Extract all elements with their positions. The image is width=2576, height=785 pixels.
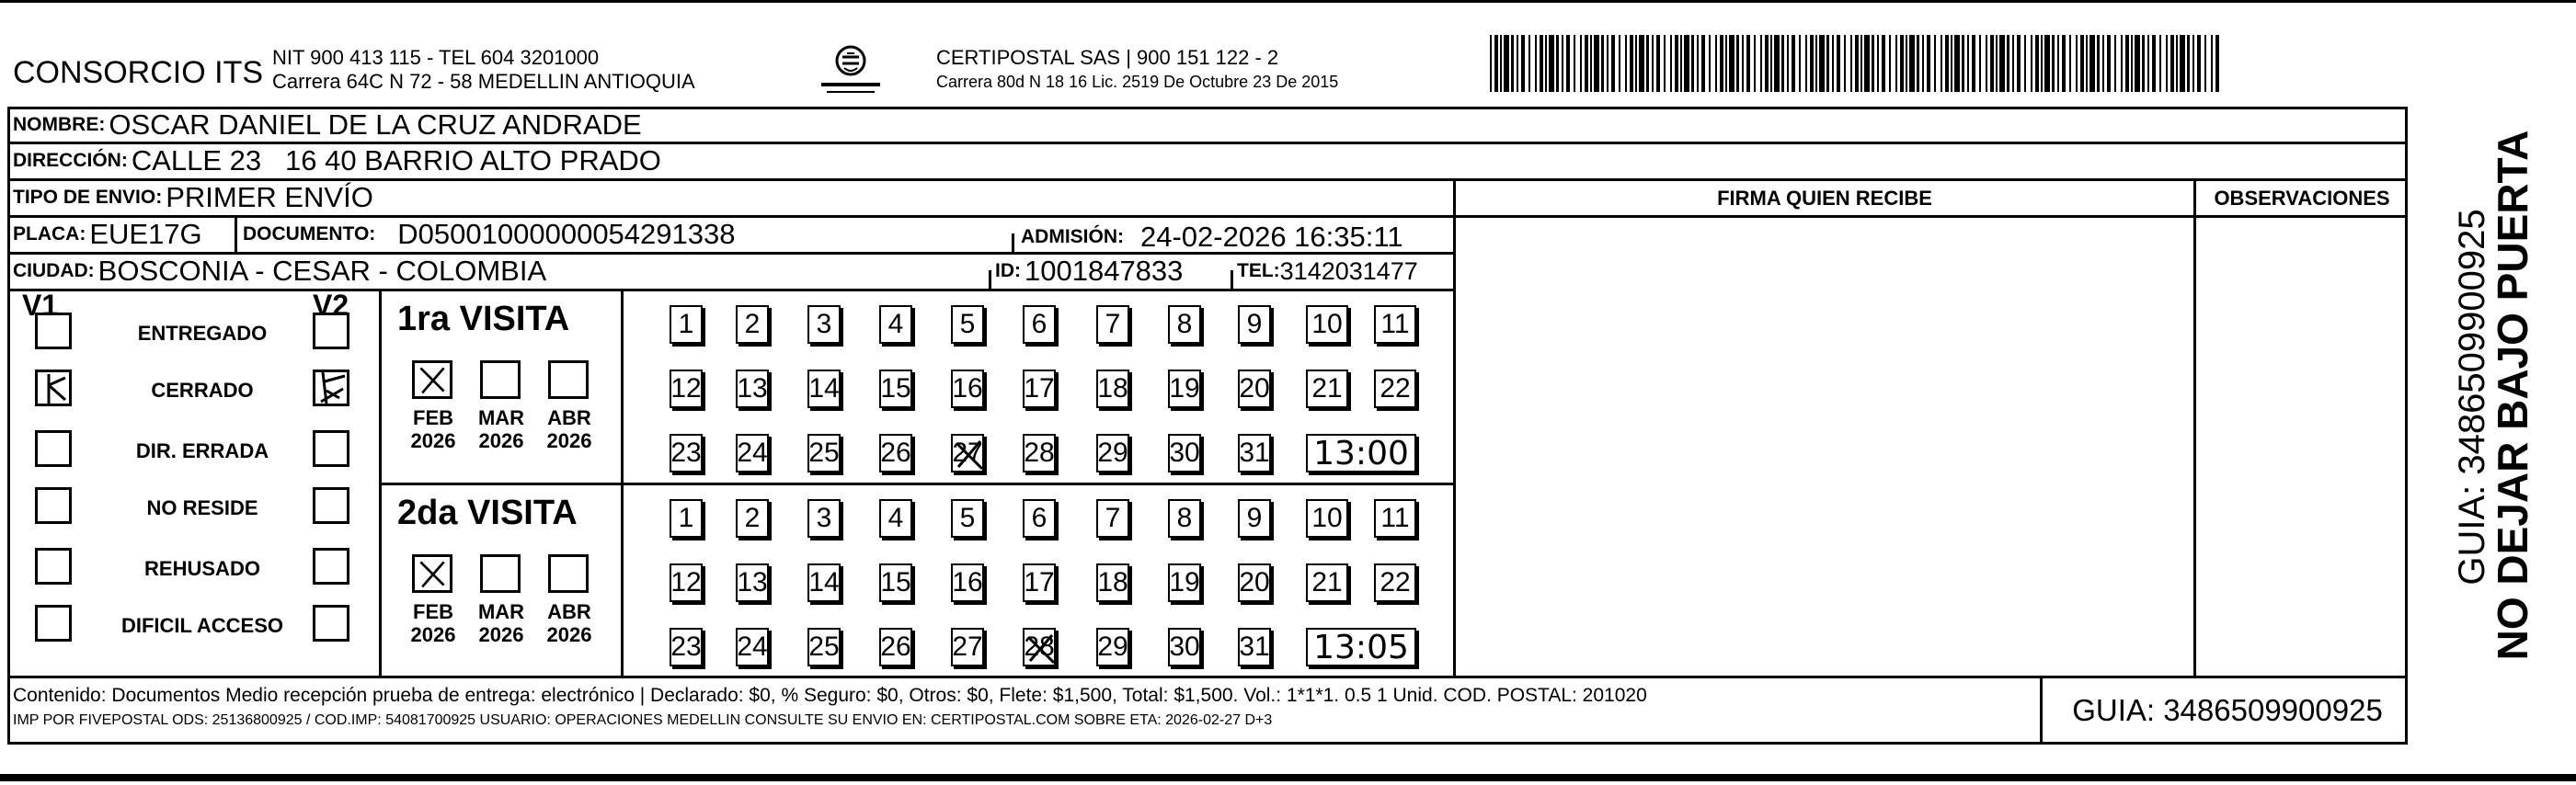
status-v1-checkbox-checked[interactable]: [35, 370, 72, 406]
day-box[interactable]: [1168, 628, 1201, 666]
day-box[interactable]: [951, 628, 984, 666]
day-number: 14: [808, 373, 840, 404]
day-box[interactable]: [1238, 628, 1271, 666]
direccion-value: CALLE 23 16 40 BARRIO ALTO PRADO: [131, 144, 661, 176]
day-number: 10: [1311, 309, 1343, 339]
status-column-divider: [379, 289, 382, 677]
day-box[interactable]: [670, 628, 703, 666]
day-box[interactable]: [1168, 434, 1201, 472]
day-box[interactable]: [1306, 370, 1348, 408]
day-box[interactable]: [1168, 499, 1201, 538]
day-number: 3: [816, 309, 832, 339]
day-box[interactable]: [1374, 370, 1416, 408]
top-edge-line: [0, 0, 2576, 3]
day-box[interactable]: [807, 499, 841, 538]
month-checkbox[interactable]: [480, 360, 521, 399]
footer-content-line: Contenido: Documentos Medio recepción prueba de entrega: electrónico | Declarado: $0, % Seguro: $0, Otros: $0, Flete: $1,500, Total: $1,500. Vol.: 1*1*1. 0.5 1 Unid. COD. POSTAL: 201020: [13, 685, 1647, 706]
status-label: ENTREGADO: [137, 322, 268, 345]
month-checkbox[interactable]: [480, 554, 521, 593]
day-number: 28: [1024, 631, 1055, 662]
month-label: FEB 2026: [410, 406, 456, 453]
day-number: 8: [1176, 503, 1193, 533]
ciudad-label: CIUDAD:: [13, 260, 95, 281]
day-number: 27: [952, 631, 983, 662]
status-label: DIR. ERRADA: [135, 439, 269, 462]
row-divider: [379, 483, 1456, 485]
day-box[interactable]: [1238, 434, 1271, 472]
id-label: ID:: [995, 260, 1021, 281]
day-number: 24: [737, 438, 768, 468]
day-box[interactable]: [1023, 563, 1056, 602]
day-number: 9: [1246, 503, 1263, 533]
day-number: 22: [1380, 567, 1411, 597]
day-box[interactable]: [1096, 563, 1129, 602]
day-number: 10: [1311, 503, 1343, 533]
day-number: 17: [1024, 373, 1055, 404]
day-number: 19: [1169, 567, 1200, 597]
visit-title: 1ra VISITA: [397, 300, 570, 338]
day-number: 29: [1097, 631, 1128, 662]
day-number: 29: [1097, 438, 1128, 468]
day-number: 13: [737, 567, 768, 597]
day-number: 17: [1024, 567, 1055, 597]
day-number: 11: [1380, 309, 1410, 339]
day-box[interactable]: [1096, 628, 1129, 666]
status-v1-checkbox[interactable]: [35, 548, 72, 585]
day-number: 28: [1024, 438, 1055, 468]
side-warning-text: NO DEJAR BAJO PUERTA: [2489, 130, 2536, 661]
documento-value: D05001000000054291338: [397, 218, 736, 250]
day-box[interactable]: [736, 370, 769, 408]
day-box[interactable]: [1374, 499, 1416, 538]
month-label: FEB 2026: [410, 600, 456, 647]
documento-label: DOCUMENTO:: [243, 223, 376, 245]
status-label: CERRADO: [151, 379, 254, 402]
bottom-edge-line: [0, 774, 2576, 781]
day-box[interactable]: [1023, 305, 1056, 344]
time-box[interactable]: [1306, 628, 1416, 666]
row-divider: [7, 289, 1456, 291]
day-box[interactable]: [879, 434, 912, 472]
day-box[interactable]: [670, 305, 703, 344]
day-box[interactable]: [1023, 434, 1056, 472]
status-v1-checkbox[interactable]: [35, 487, 72, 524]
day-box[interactable]: [736, 434, 769, 472]
day-box[interactable]: [670, 499, 703, 538]
day-number: 31: [1239, 631, 1270, 662]
admision-value: 24-02-2026 16:35:11: [1140, 221, 1403, 253]
direccion-row: [13, 144, 661, 177]
day-number: 21: [1311, 567, 1343, 597]
day-number: 30: [1169, 631, 1200, 662]
day-number: 22: [1380, 373, 1411, 404]
day-number: 26: [880, 631, 911, 662]
day-number: 31: [1239, 438, 1270, 468]
admision-divider: [1012, 233, 1014, 252]
footer-print-line: IMP POR FIVEPOSTAL ODS: 25136800925 / COD.IMP: 54081700925 USUARIO: OPERACIONES MEDELLIN CONSULTE SU ENVIO EN: CERTIPOSTAL.COM SOBRE ETA: 2026-02-27 D+3: [13, 712, 1273, 728]
placa-label: PLACA:: [13, 223, 86, 245]
tel-label: TEL:: [1237, 260, 1280, 281]
status-v2-checkbox-checked[interactable]: [313, 370, 349, 406]
id-field: [995, 255, 1183, 288]
firma-header: FIRMA QUIEN RECIBE: [1717, 187, 1932, 210]
day-box[interactable]: [1238, 370, 1271, 408]
company-name: CONSORCIO ITS: [13, 55, 264, 90]
day-box[interactable]: [1096, 499, 1129, 538]
status-label: REHUSADO: [144, 557, 260, 580]
month-label: MAR 2026: [477, 406, 525, 453]
company-nit-tel: NIT 900 413 115 - TEL 604 3201000: [272, 46, 600, 69]
day-box[interactable]: [736, 305, 769, 344]
day-box[interactable]: [879, 499, 912, 538]
side-guia-text: GUIA: 3486509900925: [2452, 209, 2492, 586]
day-box[interactable]: [951, 305, 984, 344]
v1-header: V1: [22, 289, 59, 322]
admision-field: [1021, 222, 1403, 252]
day-number: 19: [1169, 373, 1200, 404]
day-box[interactable]: [1238, 499, 1271, 538]
day-box[interactable]: [1306, 563, 1348, 602]
day-box[interactable]: [1023, 370, 1056, 408]
ciudad-field: [13, 255, 546, 288]
day-box[interactable]: [1374, 305, 1416, 344]
status-label: NO RESIDE: [146, 496, 258, 519]
day-number: 14: [808, 567, 840, 597]
day-box[interactable]: [1168, 305, 1201, 344]
day-number: 25: [808, 438, 840, 468]
day-number: 16: [952, 567, 983, 597]
tipo-envio-row: [13, 181, 373, 214]
status-label: DIFICIL ACCESO: [120, 614, 283, 637]
day-number: 1: [678, 309, 694, 339]
month-checkbox[interactable]: [548, 554, 589, 593]
placa-divider: [235, 215, 237, 252]
day-number: 4: [887, 503, 904, 533]
firma-header-underline: [1453, 215, 2408, 218]
tipo-envio-label: TIPO DE ENVIO:: [13, 187, 163, 208]
day-number: 12: [670, 373, 702, 404]
handwritten-time: 13:05: [1313, 628, 1409, 666]
ciudad-value: BOSCONIA - CESAR - COLOMBIA: [97, 255, 547, 287]
day-number: 4: [887, 309, 904, 339]
day-box[interactable]: [670, 434, 703, 472]
time-box[interactable]: [1306, 434, 1416, 472]
barcode-icon: [1490, 35, 2221, 92]
day-number: 26: [880, 438, 911, 468]
visit-label-divider: [621, 289, 624, 677]
day-number: 20: [1239, 373, 1270, 404]
day-box[interactable]: [951, 499, 984, 538]
status-v1-checkbox[interactable]: [35, 313, 72, 349]
tel-field: [1237, 255, 1418, 288]
v2-header: V2: [313, 289, 349, 322]
day-number: 5: [959, 503, 976, 533]
status-v2-checkbox[interactable]: [313, 430, 349, 467]
day-number: 5: [959, 309, 976, 339]
day-box[interactable]: [736, 628, 769, 666]
day-box[interactable]: [879, 563, 912, 602]
day-number: 15: [880, 567, 911, 597]
day-number: 7: [1105, 503, 1121, 533]
day-box[interactable]: [736, 499, 769, 538]
day-box[interactable]: [1168, 370, 1201, 408]
day-number: 1: [678, 503, 694, 533]
day-number: 2: [744, 309, 761, 339]
day-number: 11: [1380, 503, 1410, 533]
footer-guia: GUIA: 3486509900925: [2072, 693, 2383, 727]
carrier-name-nit: CERTIPOSTAL SAS | 900 151 122 - 2: [936, 46, 1279, 69]
nombre-value: OSCAR DANIEL DE LA CRUZ ANDRADE: [109, 108, 642, 141]
month-label: ABR 2026: [546, 406, 592, 453]
day-box-marked[interactable]: [951, 434, 984, 472]
day-box[interactable]: [1306, 499, 1348, 538]
day-box[interactable]: [1374, 563, 1416, 602]
direccion-label: DIRECCIÓN:: [13, 150, 128, 171]
month-checkbox-checked[interactable]: [412, 360, 452, 399]
nombre-label: NOMBRE:: [13, 114, 106, 135]
day-box[interactable]: [951, 370, 984, 408]
day-box[interactable]: [807, 305, 841, 344]
day-box[interactable]: [670, 370, 703, 408]
placa-value: EUE17G: [89, 218, 202, 250]
admision-label: ADMISIÓN:: [1021, 226, 1124, 247]
visit-title: 2da VISITA: [397, 494, 578, 532]
day-box[interactable]: [807, 628, 841, 666]
day-box[interactable]: [1096, 370, 1129, 408]
day-number: 27: [952, 438, 983, 468]
day-box[interactable]: [1168, 563, 1201, 602]
month-label: MAR 2026: [477, 600, 525, 647]
status-v1-checkbox[interactable]: [35, 605, 72, 642]
footer-guia-divider: [2040, 676, 2043, 745]
day-box[interactable]: [1023, 499, 1056, 538]
day-number: 30: [1169, 438, 1200, 468]
day-number: 12: [670, 567, 702, 597]
day-box[interactable]: [1306, 305, 1348, 344]
day-number: 2: [744, 503, 761, 533]
day-box[interactable]: [807, 370, 841, 408]
day-box[interactable]: [736, 563, 769, 602]
month-label: ABR 2026: [546, 600, 592, 647]
month-checkbox-checked[interactable]: [412, 554, 452, 593]
day-number: 20: [1239, 567, 1270, 597]
certipostal-logo-icon: [814, 40, 887, 100]
day-box[interactable]: [1238, 305, 1271, 344]
observaciones-header: OBSERVACIONES: [2214, 187, 2390, 210]
day-number: 15: [880, 373, 911, 404]
status-v2-checkbox[interactable]: [313, 313, 349, 349]
status-v2-checkbox[interactable]: [313, 548, 349, 585]
id-divider: [989, 270, 991, 289]
day-box[interactable]: [1238, 563, 1271, 602]
company-address: Carrera 64C N 72 - 58 MEDELLIN ANTIOQUIA: [272, 70, 695, 93]
day-number: 9: [1246, 309, 1263, 339]
observaciones-column-divider: [2193, 178, 2196, 677]
day-number: 3: [816, 503, 832, 533]
day-box[interactable]: [1096, 305, 1129, 344]
day-number: 7: [1105, 309, 1121, 339]
day-number: 23: [670, 438, 702, 468]
day-box[interactable]: [1096, 434, 1129, 472]
day-box[interactable]: [670, 563, 703, 602]
documento-field: [243, 218, 735, 251]
placa-field: [13, 218, 202, 251]
day-box[interactable]: [807, 563, 841, 602]
day-number: 21: [1311, 373, 1343, 404]
month-checkbox[interactable]: [548, 360, 589, 399]
day-number: 18: [1097, 567, 1128, 597]
day-number: 13: [737, 373, 768, 404]
day-number: 24: [737, 631, 768, 662]
nombre-row: [13, 108, 642, 142]
tel-value: 3142031477: [1279, 256, 1418, 285]
day-box[interactable]: [807, 434, 841, 472]
tel-divider: [1231, 270, 1233, 289]
handwritten-time: 13:00: [1313, 434, 1409, 472]
day-number: 6: [1031, 309, 1048, 339]
day-number: 25: [808, 631, 840, 662]
day-number: 8: [1176, 309, 1193, 339]
day-number: 23: [670, 631, 702, 662]
day-number: 18: [1097, 373, 1128, 404]
footer-divider: [7, 676, 2408, 678]
day-box[interactable]: [879, 628, 912, 666]
status-v1-checkbox[interactable]: [35, 430, 72, 467]
day-box[interactable]: [951, 563, 984, 602]
firma-column-divider: [1453, 178, 1456, 677]
day-box-marked[interactable]: [1023, 628, 1056, 666]
carrier-address-license: Carrera 80d N 18 16 Lic. 2519 De Octubre 23 De 2015: [936, 73, 1339, 91]
status-v2-checkbox[interactable]: [313, 605, 349, 642]
day-number: 6: [1031, 503, 1048, 533]
tipo-envio-value: PRIMER ENVÍO: [166, 181, 373, 213]
day-box[interactable]: [879, 305, 912, 344]
status-v2-checkbox[interactable]: [313, 487, 349, 524]
day-box[interactable]: [879, 370, 912, 408]
id-value: 1001847833: [1025, 255, 1184, 287]
day-number: 16: [952, 373, 983, 404]
